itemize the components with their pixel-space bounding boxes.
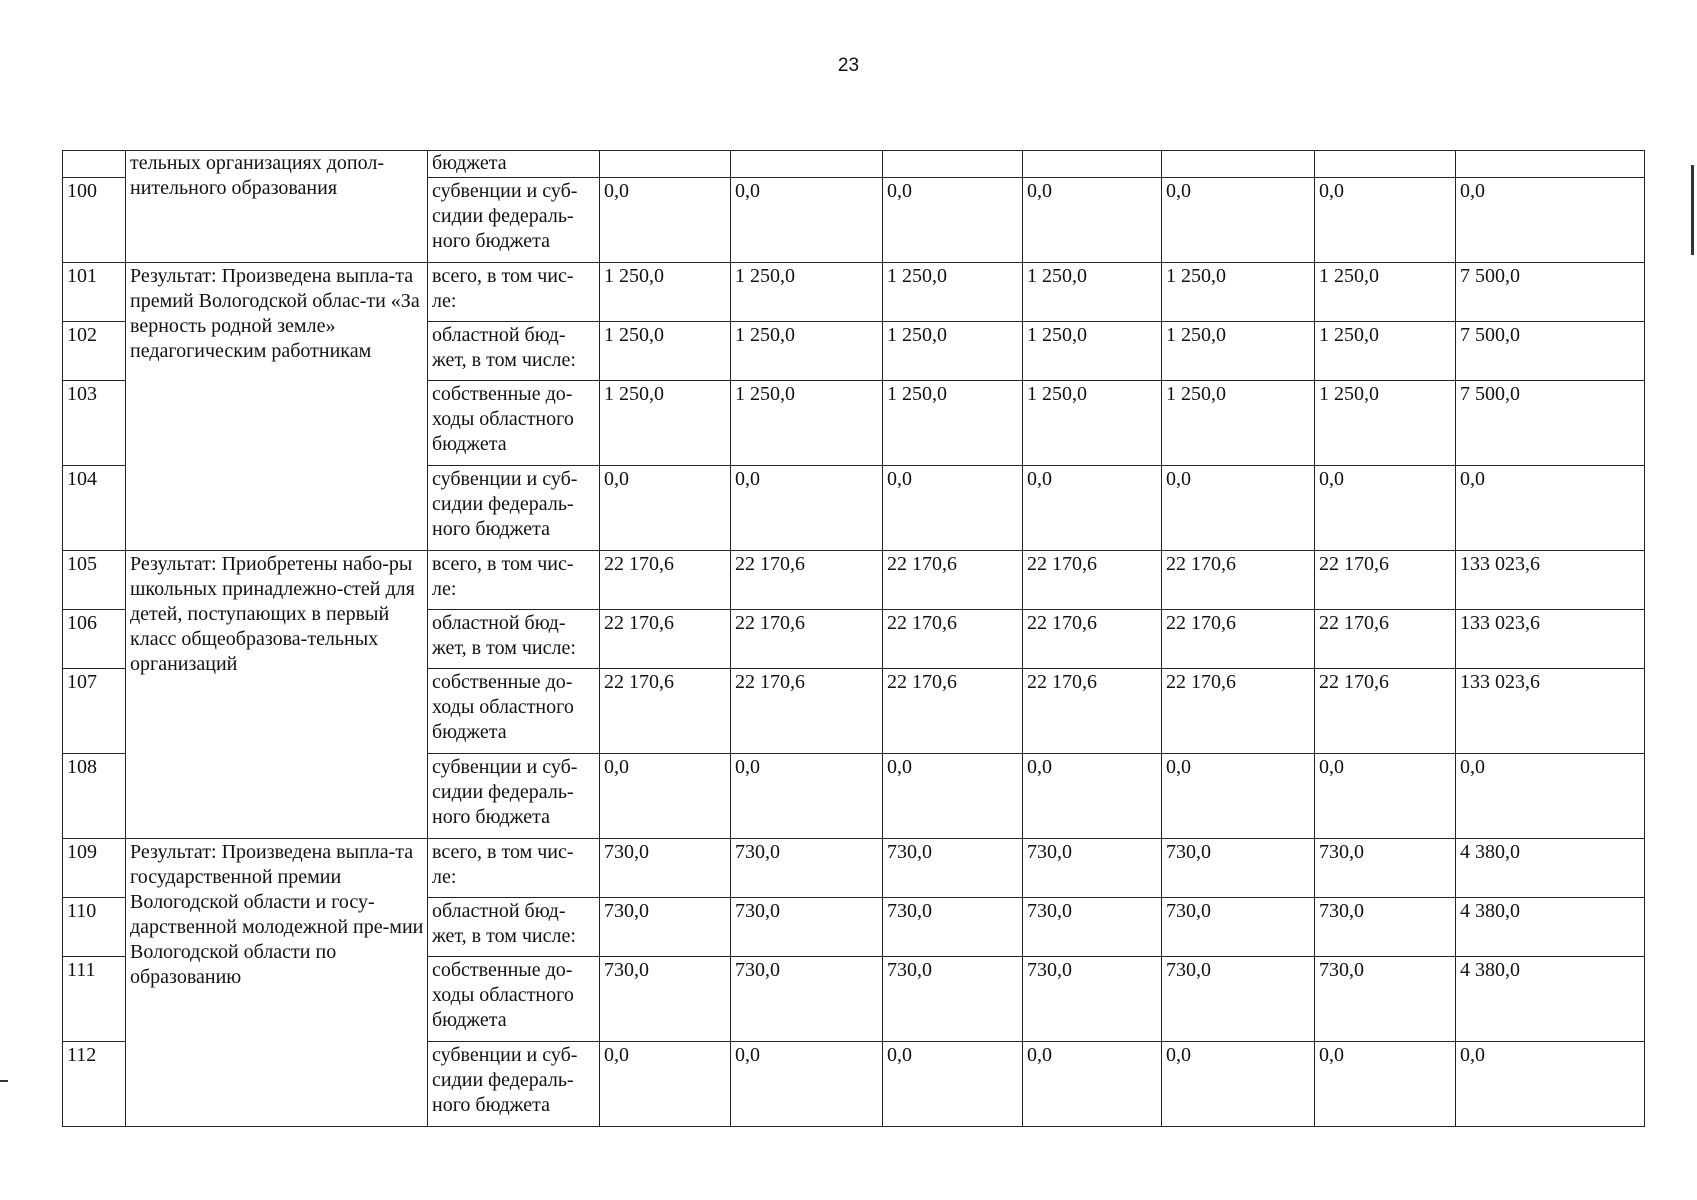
row-number-cell: 105 — [63, 551, 126, 610]
value-cell: 7 500,0 — [1456, 381, 1645, 466]
source-cell: собственные до-ходы областного бюджета — [428, 381, 600, 466]
table-row — [63, 551, 1645, 610]
value-cell: 0,0 — [1315, 466, 1456, 551]
value-cell: 1 250,0 — [1315, 381, 1456, 466]
row-number-cell: 102 — [63, 322, 126, 381]
source-cell: субвенции и суб-сидии федераль-ного бюджета — [428, 178, 600, 263]
value-cell: 0,0 — [600, 178, 731, 263]
row-number-cell: 100 — [63, 178, 126, 263]
value-cell: 730,0 — [1315, 898, 1456, 957]
value-cell: 0,0 — [883, 466, 1023, 551]
value-cell: 730,0 — [1162, 839, 1315, 898]
value-cell: 4 380,0 — [1456, 957, 1645, 1042]
value-cell: 1 250,0 — [600, 263, 731, 322]
value-cell: 22 170,6 — [1162, 610, 1315, 669]
budget-table — [62, 150, 1645, 1127]
value-cell: 730,0 — [731, 898, 883, 957]
value-cell: 0,0 — [600, 754, 731, 839]
value-cell: 1 250,0 — [1162, 322, 1315, 381]
value-cell: 133 023,6 — [1456, 551, 1645, 610]
value-cell: 0,0 — [1315, 754, 1456, 839]
value-cell: 0,0 — [1456, 178, 1645, 263]
value-cell: 1 250,0 — [731, 322, 883, 381]
value-cell — [731, 151, 883, 178]
value-cell: 0,0 — [1315, 178, 1456, 263]
description-cell: Результат: Произведена выпла-та премий Вологодской облас-ти «За верность родной земле» педагогическим работникам — [126, 263, 428, 551]
value-cell: 22 170,6 — [1023, 669, 1162, 754]
value-cell: 0,0 — [883, 754, 1023, 839]
description-cell: Результат: Произведена выпла-та государственной премии Вологодской области и госу-дарственной молодежной пре-мии Вологодской области по образованию — [126, 839, 428, 1127]
value-cell: 0,0 — [1162, 754, 1315, 839]
value-cell: 22 170,6 — [1315, 669, 1456, 754]
value-cell: 730,0 — [1162, 898, 1315, 957]
value-cell: 730,0 — [600, 898, 731, 957]
scan-mark — [0, 1080, 8, 1082]
row-number-cell: 101 — [63, 263, 126, 322]
row-number-cell: 107 — [63, 669, 126, 754]
source-cell: всего, в том чис-ле: — [428, 839, 600, 898]
source-cell: областной бюд-жет, в том числе: — [428, 898, 600, 957]
value-cell: 22 170,6 — [600, 551, 731, 610]
description-cell: Результат: Приобретены набо-ры школьных принадлежно-стей для детей, поступающих в первый класс общеобразова-тельных организаций — [126, 551, 428, 839]
value-cell: 22 170,6 — [1023, 610, 1162, 669]
value-cell: 133 023,6 — [1456, 610, 1645, 669]
row-number-cell: 110 — [63, 898, 126, 957]
value-cell: 1 250,0 — [1023, 322, 1162, 381]
value-cell: 0,0 — [1456, 1042, 1645, 1127]
source-cell: собственные до-ходы областного бюджета — [428, 669, 600, 754]
value-cell: 0,0 — [1315, 1042, 1456, 1127]
value-cell: 730,0 — [883, 898, 1023, 957]
value-cell: 0,0 — [731, 1042, 883, 1127]
source-cell: собственные до-ходы областного бюджета — [428, 957, 600, 1042]
value-cell: 1 250,0 — [1315, 322, 1456, 381]
value-cell: 730,0 — [883, 839, 1023, 898]
value-cell: 730,0 — [600, 957, 731, 1042]
value-cell: 0,0 — [1023, 1042, 1162, 1127]
value-cell: 1 250,0 — [1162, 381, 1315, 466]
value-cell: 1 250,0 — [883, 322, 1023, 381]
value-cell: 730,0 — [1315, 957, 1456, 1042]
value-cell: 0,0 — [1162, 466, 1315, 551]
value-cell: 22 170,6 — [1023, 551, 1162, 610]
value-cell: 22 170,6 — [600, 610, 731, 669]
value-cell — [1315, 151, 1456, 178]
value-cell: 0,0 — [1023, 754, 1162, 839]
value-cell: 730,0 — [600, 839, 731, 898]
value-cell: 133 023,6 — [1456, 669, 1645, 754]
value-cell — [883, 151, 1023, 178]
value-cell — [600, 151, 731, 178]
row-number-cell: 112 — [63, 1042, 126, 1127]
value-cell: 0,0 — [1162, 178, 1315, 263]
value-cell: 1 250,0 — [1162, 263, 1315, 322]
description-text: нительного образования — [130, 177, 338, 199]
scan-mark — [1691, 165, 1694, 255]
source-cell: всего, в том чис-ле: — [428, 551, 600, 610]
row-number-cell: 103 — [63, 381, 126, 466]
value-cell: 4 380,0 — [1456, 898, 1645, 957]
value-cell: 22 170,6 — [731, 669, 883, 754]
value-cell: 0,0 — [731, 466, 883, 551]
row-number-cell: 106 — [63, 610, 126, 669]
source-cell: всего, в том чис-ле: — [428, 263, 600, 322]
row-number-cell: 108 — [63, 754, 126, 839]
value-cell: 730,0 — [731, 839, 883, 898]
value-cell: 1 250,0 — [1315, 263, 1456, 322]
value-cell: 0,0 — [1162, 1042, 1315, 1127]
value-cell: 1 250,0 — [731, 263, 883, 322]
value-cell: 730,0 — [1023, 839, 1162, 898]
value-cell: 22 170,6 — [731, 610, 883, 669]
source-cell: субвенции и суб-сидии федераль-ного бюджета — [428, 1042, 600, 1127]
value-cell: 1 250,0 — [1023, 263, 1162, 322]
value-cell: 1 250,0 — [1023, 381, 1162, 466]
value-cell: 1 250,0 — [731, 381, 883, 466]
value-cell: 22 170,6 — [883, 551, 1023, 610]
value-cell: 4 380,0 — [1456, 839, 1645, 898]
value-cell: 22 170,6 — [1162, 551, 1315, 610]
description-text: тельных организациях допол- — [130, 152, 384, 174]
value-cell: 730,0 — [731, 957, 883, 1042]
value-cell: 1 250,0 — [883, 381, 1023, 466]
source-cell: областной бюд-жет, в том числе: — [428, 610, 600, 669]
table-row — [63, 839, 1645, 898]
value-cell: 0,0 — [731, 178, 883, 263]
page-number: 23 — [837, 55, 860, 76]
value-cell: 0,0 — [600, 1042, 731, 1127]
table-row — [63, 263, 1645, 322]
value-cell: 22 170,6 — [1315, 551, 1456, 610]
value-cell: 0,0 — [1023, 178, 1162, 263]
value-cell: 0,0 — [1456, 466, 1645, 551]
value-cell: 0,0 — [731, 754, 883, 839]
value-cell: 22 170,6 — [1162, 669, 1315, 754]
value-cell: 22 170,6 — [1315, 610, 1456, 669]
value-cell: 730,0 — [1023, 957, 1162, 1042]
value-cell: 22 170,6 — [600, 669, 731, 754]
value-cell: 1 250,0 — [600, 381, 731, 466]
row-number-cell: 104 — [63, 466, 126, 551]
source-cell: субвенции и суб-сидии федераль-ного бюджета — [428, 466, 600, 551]
description-cell — [126, 151, 428, 263]
row-number-cell: 111 — [63, 957, 126, 1042]
source-cell: субвенции и суб-сидии федераль-ного бюджета — [428, 754, 600, 839]
value-cell: 0,0 — [1023, 466, 1162, 551]
table-body — [63, 151, 1645, 1127]
value-cell: 0,0 — [883, 178, 1023, 263]
value-cell: 730,0 — [1315, 839, 1456, 898]
source-cell: бюджета — [428, 151, 600, 178]
value-cell: 22 170,6 — [883, 669, 1023, 754]
value-cell: 7 500,0 — [1456, 263, 1645, 322]
value-cell: 730,0 — [1023, 898, 1162, 957]
value-cell: 0,0 — [1456, 754, 1645, 839]
value-cell — [1456, 151, 1645, 178]
value-cell: 1 250,0 — [883, 263, 1023, 322]
value-cell: 730,0 — [883, 957, 1023, 1042]
value-cell: 22 170,6 — [883, 610, 1023, 669]
value-cell: 22 170,6 — [731, 551, 883, 610]
value-cell — [1162, 151, 1315, 178]
row-number-cell: 109 — [63, 839, 126, 898]
value-cell: 7 500,0 — [1456, 322, 1645, 381]
value-cell: 1 250,0 — [600, 322, 731, 381]
value-cell: 0,0 — [883, 1042, 1023, 1127]
value-cell: 730,0 — [1162, 957, 1315, 1042]
table-row — [63, 151, 1645, 178]
value-cell — [1023, 151, 1162, 178]
value-cell: 0,0 — [600, 466, 731, 551]
source-cell: областной бюд-жет, в том числе: — [428, 322, 600, 381]
row-number-cell — [63, 151, 126, 178]
